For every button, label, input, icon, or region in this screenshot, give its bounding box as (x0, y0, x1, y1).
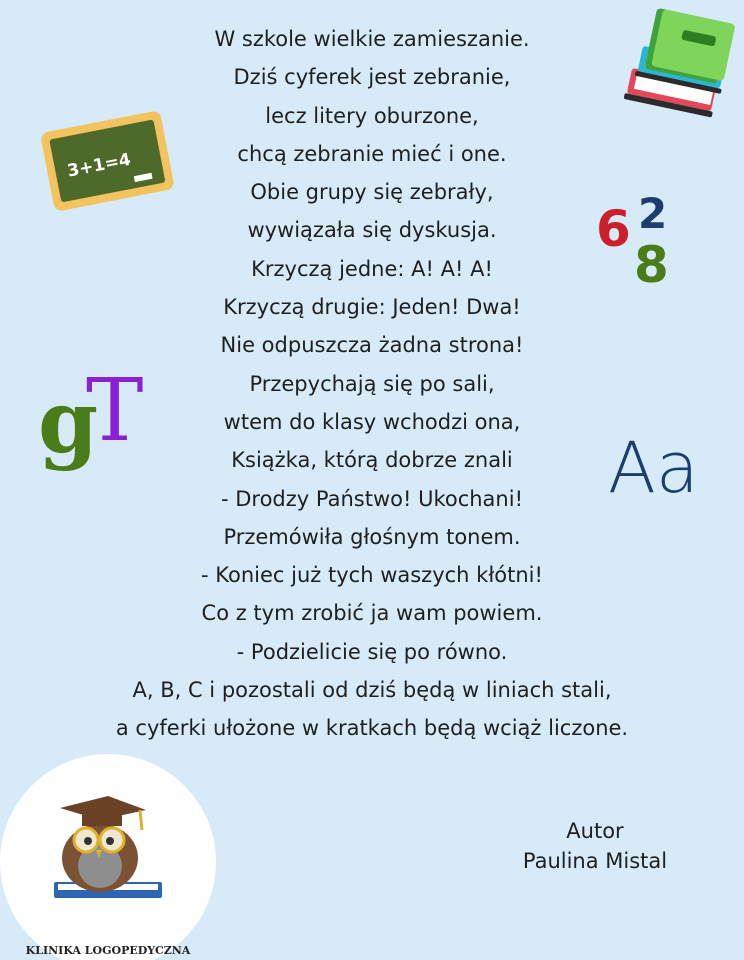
poem-line: Dziś cyferek jest zebranie, (233, 65, 511, 90)
poem-line: W szkole wielkie zamieszanie. (214, 27, 530, 51)
letter-g: g (38, 372, 99, 473)
numbers-icon (594, 188, 686, 290)
author-label: Autor (566, 819, 624, 843)
poem-line: a cyferki ułożone w kratkach będą wciąż liczone. (115, 716, 629, 741)
logo-text: KLINIKA LOGOPEDYCZNA (25, 944, 191, 957)
author-block (480, 816, 710, 876)
poem-line: Książka, którą dobrze znali (231, 448, 513, 473)
poem-line: Przepychają się po sali, (249, 371, 495, 396)
number-eight: 8 (634, 236, 669, 290)
poem-line: Co z tym zrobić ja wam powiem. (201, 601, 543, 626)
chalkboard-icon (38, 103, 176, 215)
poem-line: chcą zebranie mieć i one. (237, 141, 507, 166)
books-icon (624, 8, 736, 140)
poem-line: Nie odpuszcza żadna strona! (220, 333, 524, 358)
poem-line: Przemówiła głośnym tonem. (223, 524, 521, 549)
poem-line: Krzyczą drugie: Jeden! Dwa! (223, 295, 521, 320)
letters-gt-icon (38, 362, 164, 484)
number-two: 2 (638, 189, 668, 238)
poem-line: wtem do klasy wchodzi ona, (223, 409, 521, 434)
number-six: 6 (596, 200, 631, 258)
poem-line: Krzyczą jedne: A! A! A! (251, 256, 493, 281)
owl-logo-icon (0, 752, 218, 960)
poem-line: lecz litery oburzone, (265, 103, 479, 128)
poem-line: - Koniec już tych waszych kłótni! (201, 563, 543, 588)
author-name: Paulina Mistal (522, 849, 668, 873)
poem-line: - Podzielicie się po równo. (236, 639, 508, 664)
poem-line: Obie grupy się zebrały, (250, 180, 494, 205)
poem-line: A, B, C i pozostali od dziś będą w liniach stali, (132, 678, 612, 703)
chalkboard-text: 3+1=4 (65, 149, 133, 182)
letters-aa-icon (606, 410, 716, 502)
letter-t: T (86, 362, 144, 461)
poem-line: - Drodzy Państwo! Ukochani! (220, 486, 523, 511)
poem-line: wywiązała się dyskusja. (247, 218, 497, 243)
letters-aa: Aa (608, 427, 699, 502)
